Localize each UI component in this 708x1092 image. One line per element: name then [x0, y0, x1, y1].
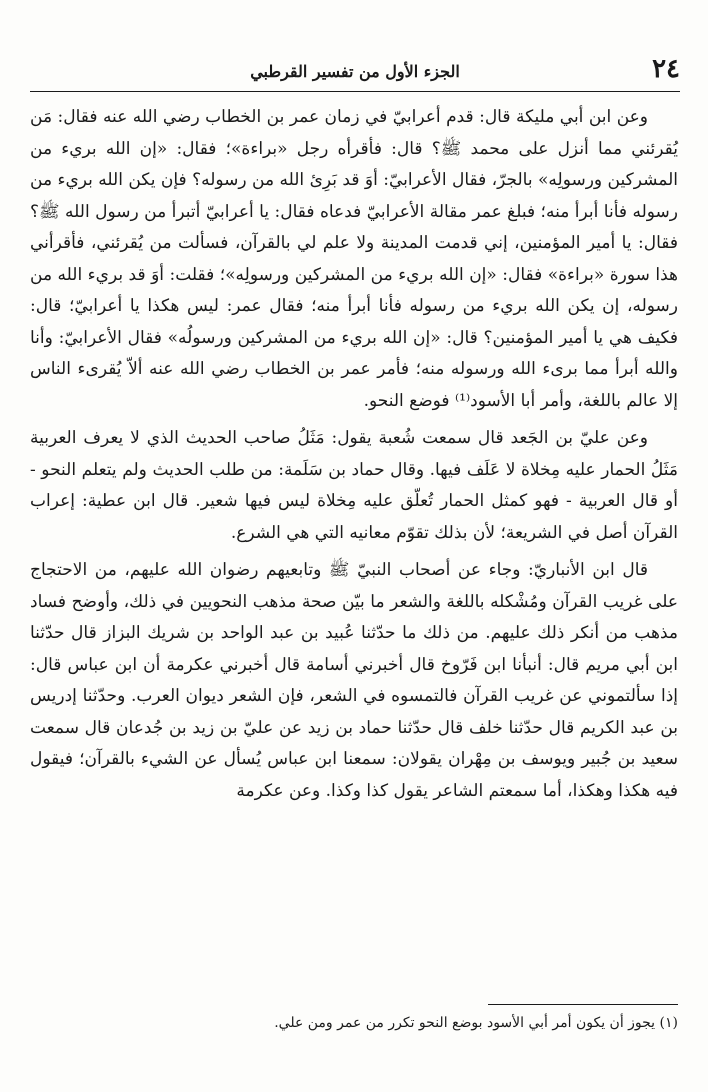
footnote: (١) يجوز أن يكون أمر أبي الأسود بوضع النحو تكرر من عمر ومن علي. — [274, 1015, 678, 1031]
page-number: ٢٤ — [652, 54, 680, 84]
main-text — [30, 102, 678, 813]
paragraph: وعن ابن أبي مليكة قال: قدم أعرابيّ في زمان عمر بن الخطاب رضي الله عنه فقال: مَن يُقرئني مما أنزل على محمد ﷺ؟ قال: فأقرأه رجل «براءة»؛ فقال: «إن الله بريء من المشركين ورسولِه» بالجرّ، فقال الأعرابيّ: أوَ قد بَرِئ الله من رسوله؟ فإن يكن الله بريء من رسوله فأنا أبرأ منه؛ فبلغ عمر مقالة الأعرابيّ فدعاه فقال: يا أعرابيّ أتبرأ من رسول الله ﷺ؟ فقال: يا أمير المؤمنين، إني قدمت المدينة ولا علم لي بالقرآن، فسألت من يُقرئني، فأقرأني هذا سورة «براءة» فقال: «إن الله بريء من المشركين ورسولِه»؛ فقلت: أوَ قد بريء الله من رسوله، إن يكن الله بريء من رسوله فأنا أبرأ منه؛ فقال عمر: ليس هكذا يا أعرابيّ؛ قال: فكيف هي يا أمير المؤمنين؟ قال: «إن الله بريء من المشركين ورسولُه» فقال الأعرابيّ: وأنا والله أبرأ مما برىء الله ورسوله منه؛ فأمر عمر بن الخطاب رضي الله عنه ألاّ يُقرىء الناس إلا عالم باللغة، وأمر أبا الأسود⁽¹⁾ فوضع النحو. — [30, 107, 678, 411]
page-header — [30, 52, 680, 92]
footnote-rule — [488, 1004, 678, 1005]
paragraph: وعن عليّ بن الجَعد قال سمعت شُعبة يقول: مَثَلُ صاحب الحديث الذي لا يعرف العربية مَثَلُ الحمار عليه مِخلاة لا عَلَف فيها. وقال حماد بن سَلَمة: من طلب الحديث ولم يتعلم النحو - أو قال العربية - فهو كمثل الحمار تُعلّق عليه مِخلاة ليس فيها شعير. قال ابن عطية: إعراب القرآن أصل في الشريعة؛ لأن بذلك تقوّم معانيه التي هي الشرع. — [30, 428, 678, 543]
header-rule — [30, 91, 680, 92]
running-head: الجزء الأول من تفسير القرطبي — [250, 62, 460, 81]
paragraph: قال ابن الأنباريّ: وجاء عن أصحاب النبيّ ﷺ وتابعيهم رضوان الله عليهم، من الاحتجاج على غريب القرآن ومُشْكله باللغة والشعر ما بيّن صحة مذهب النحويين في ذلك، وأوضح فساد مذهب من أنكر ذلك عليهم. من ذلك ما حدّثنا عُبيد بن عبد الواحد بن شريك البزاز قال حدّثنا ابن أبي مريم قال: أنبأنا ابن فَرّوخ قال أخبرني أسامة قال أخبرني عكرمة أن ابن عباس قال: إذا سألتموني عن غريب القرآن فالتمسوه في الشعر، فإن الشعر ديوان العرب. وحدّثنا إدريس بن عبد الكريم قال حدّثنا خلف قال حدّثنا حماد بن زيد عن عليّ بن زيد بن جُدعان قال سمعت سعيد بن جُبير ويوسف بن مِهْران يقولان: سمعنا ابن عباس يُسأل عن الشيء بالقرآن؛ فيقول فيه هكذا وهكذا، أما سمعتم الشاعر يقول كذا وكذا. وعن عكرمة — [30, 560, 678, 801]
